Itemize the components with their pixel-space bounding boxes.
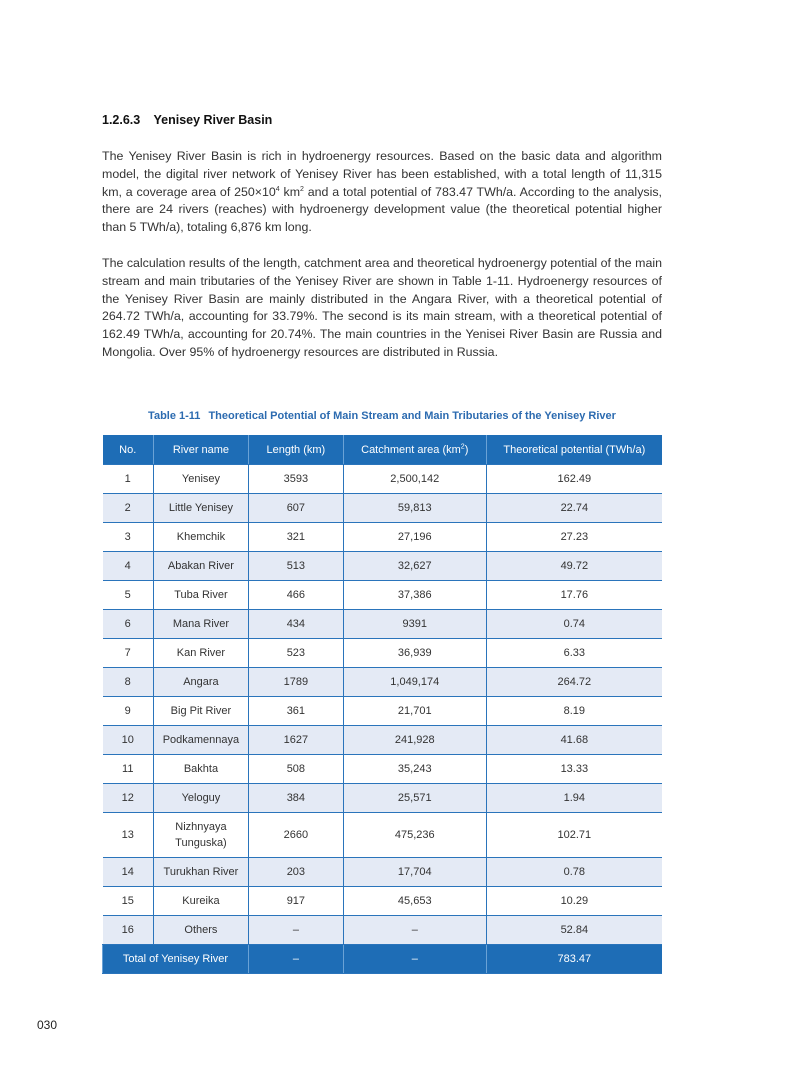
table-row (103, 668, 663, 697)
table-row (103, 697, 663, 726)
cell-river-name: Angara (153, 668, 248, 697)
cell-catchment-area: 1,049,174 (343, 668, 486, 697)
cell-catchment-area: 59,813 (343, 494, 486, 523)
cell-length: – (248, 916, 343, 945)
cell-potential: 41.68 (486, 726, 662, 755)
cell-no: 16 (103, 916, 154, 945)
cell-length: 321 (248, 523, 343, 552)
cell-no: 8 (103, 668, 154, 697)
cell-catchment-area: – (343, 916, 486, 945)
cell-catchment-area: 475,236 (343, 813, 486, 858)
cell-river-name: Tuba River (153, 581, 248, 610)
cell-potential: 102.71 (486, 813, 662, 858)
cell-no: 1 (103, 465, 154, 494)
cell-catchment-area: 32,627 (343, 552, 486, 581)
cell-river-name: Others (153, 916, 248, 945)
cell-no: 4 (103, 552, 154, 581)
cell-length: 917 (248, 887, 343, 916)
table-row (103, 755, 663, 784)
cell-potential: 52.84 (486, 916, 662, 945)
cell-potential: 0.78 (486, 858, 662, 887)
header-catchment-area: Catchment area $(km^2)$ (343, 435, 486, 465)
cell-length: 361 (248, 697, 343, 726)
page-number: 030 (37, 1018, 58, 1032)
cell-river-name: Little Yenisey (153, 494, 248, 523)
cell-catchment-area: 17,704 (343, 858, 486, 887)
header-length: Length (km) (248, 435, 343, 465)
table-row (103, 887, 663, 916)
table-row (103, 916, 663, 945)
cell-no: 7 (103, 639, 154, 668)
cell-potential: 1.94 (486, 784, 662, 813)
table-row (103, 726, 663, 755)
total-potential: 783.47 (486, 945, 662, 974)
cell-catchment-area: 2,500,142 (343, 465, 486, 494)
table-row (103, 465, 663, 494)
cell-catchment-area: 241,928 (343, 726, 486, 755)
header-river-name: River name (153, 435, 248, 465)
table-row (103, 610, 663, 639)
cell-river-name: Nizhnyaya Tunguska) (153, 813, 248, 858)
cell-river-name: Mana River (153, 610, 248, 639)
cell-catchment-area: 37,386 (343, 581, 486, 610)
cell-catchment-area: 21,701 (343, 697, 486, 726)
paragraph-2: The calculation results of the length, catchment area and theoretical hydroenergy potential of the main stream and main tributaries of the Yenisey River are shown in Table 1-11. Hydroenergy resources of the Yenisey River Basin are mainly distributed in the Angara River, with a theoretical potential of 264.72 TWh/a, accounting for 33.79%. The second is its main stream, with a theoretical potential of 162.49 TWh/a, accounting for 20.74%. The main countries in the Yenisei River Basin are Russia and Mongolia. Over 95% of hydroenergy resources are distributed in Russia. (102, 256, 662, 359)
cell-river-name: Turukhan River (153, 858, 248, 887)
cell-catchment-area: 45,653 (343, 887, 486, 916)
table-row (103, 523, 663, 552)
cell-no: 11 (103, 755, 154, 784)
table-row (103, 858, 663, 887)
cell-river-name: Abakan River (153, 552, 248, 581)
cell-no: 2 (103, 494, 154, 523)
cell-catchment-area: 36,939 (343, 639, 486, 668)
cell-river-name: Podkamennaya (153, 726, 248, 755)
cell-river-name: Yenisey (153, 465, 248, 494)
cell-length: 384 (248, 784, 343, 813)
cell-catchment-area: 25,571 (343, 784, 486, 813)
cell-length: 523 (248, 639, 343, 668)
cell-no: 14 (103, 858, 154, 887)
cell-potential: 264.72 (486, 668, 662, 697)
table-header-row (103, 435, 663, 465)
cell-river-name: Big Pit River (153, 697, 248, 726)
total-area: – (343, 945, 486, 974)
cell-potential: 10.29 (486, 887, 662, 916)
header-potential: Theoretical potential (TWh/a) (486, 435, 662, 465)
cell-river-name: Kureika (153, 887, 248, 916)
cell-length: 434 (248, 610, 343, 639)
section-heading (102, 113, 272, 127)
table-row (103, 552, 663, 581)
cell-river-name: Bakhta (153, 755, 248, 784)
cell-length: 203 (248, 858, 343, 887)
cell-length: 1627 (248, 726, 343, 755)
potential-table (102, 435, 662, 974)
cell-river-name: Yeloguy (153, 784, 248, 813)
section-number: 1.2.6.3 (102, 113, 141, 127)
cell-catchment-area: 35,243 (343, 755, 486, 784)
cell-river-name: Khemchik (153, 523, 248, 552)
cell-length: 513 (248, 552, 343, 581)
header-no: No. (103, 435, 154, 465)
cell-length: 2660 (248, 813, 343, 858)
cell-length: 3593 (248, 465, 343, 494)
total-label: Total of Yenisey River (103, 945, 249, 974)
table-row (103, 813, 663, 858)
cell-no: 3 (103, 523, 154, 552)
cell-potential: 162.49 (486, 465, 662, 494)
cell-length: 1789 (248, 668, 343, 697)
cell-no: 15 (103, 887, 154, 916)
table-row (103, 784, 663, 813)
cell-potential: 27.23 (486, 523, 662, 552)
table-row (103, 581, 663, 610)
cell-potential: 13.33 (486, 755, 662, 784)
cell-potential: 49.72 (486, 552, 662, 581)
cell-potential: 8.19 (486, 697, 662, 726)
cell-no: 12 (103, 784, 154, 813)
table-row (103, 494, 663, 523)
section-title: Yenisey River Basin (153, 113, 273, 127)
cell-no: 5 (103, 581, 154, 610)
cell-length: 466 (248, 581, 343, 610)
cell-no: 9 (103, 697, 154, 726)
cell-potential: 17.76 (486, 581, 662, 610)
cell-potential: 0.74 (486, 610, 662, 639)
table-row (103, 639, 663, 668)
cell-catchment-area: 9391 (343, 610, 486, 639)
cell-no: 10 (103, 726, 154, 755)
cell-river-name: Kan River (153, 639, 248, 668)
total-length: – (248, 945, 343, 974)
table-caption: Table 1-11 Theoretical Potential of Main Stream and Main Tributaries of the Yenisey River (148, 410, 616, 422)
paragraph-1: The Yenisey River Basin is rich in hydroenergy resources. Based on the basic data and algorithm model, the digital river network of Yenisey River has been established, with a total length of 11,315 km, a coverage area of $250\times 10^4$ $km^2$ and a total potential of 783.47 TWh/a. According to the analysis, there are 24 rivers (reaches) with hydroenergy development value (the theoretical potential higher than 5 TWh/a), totaling 6,876 km long. (102, 149, 662, 235)
cell-catchment-area: 27,196 (343, 523, 486, 552)
cell-length: 508 (248, 755, 343, 784)
total-row (103, 945, 663, 974)
cell-length: 607 (248, 494, 343, 523)
cell-potential: 22.74 (486, 494, 662, 523)
cell-no: 13 (103, 813, 154, 858)
cell-potential: 6.33 (486, 639, 662, 668)
cell-no: 6 (103, 610, 154, 639)
